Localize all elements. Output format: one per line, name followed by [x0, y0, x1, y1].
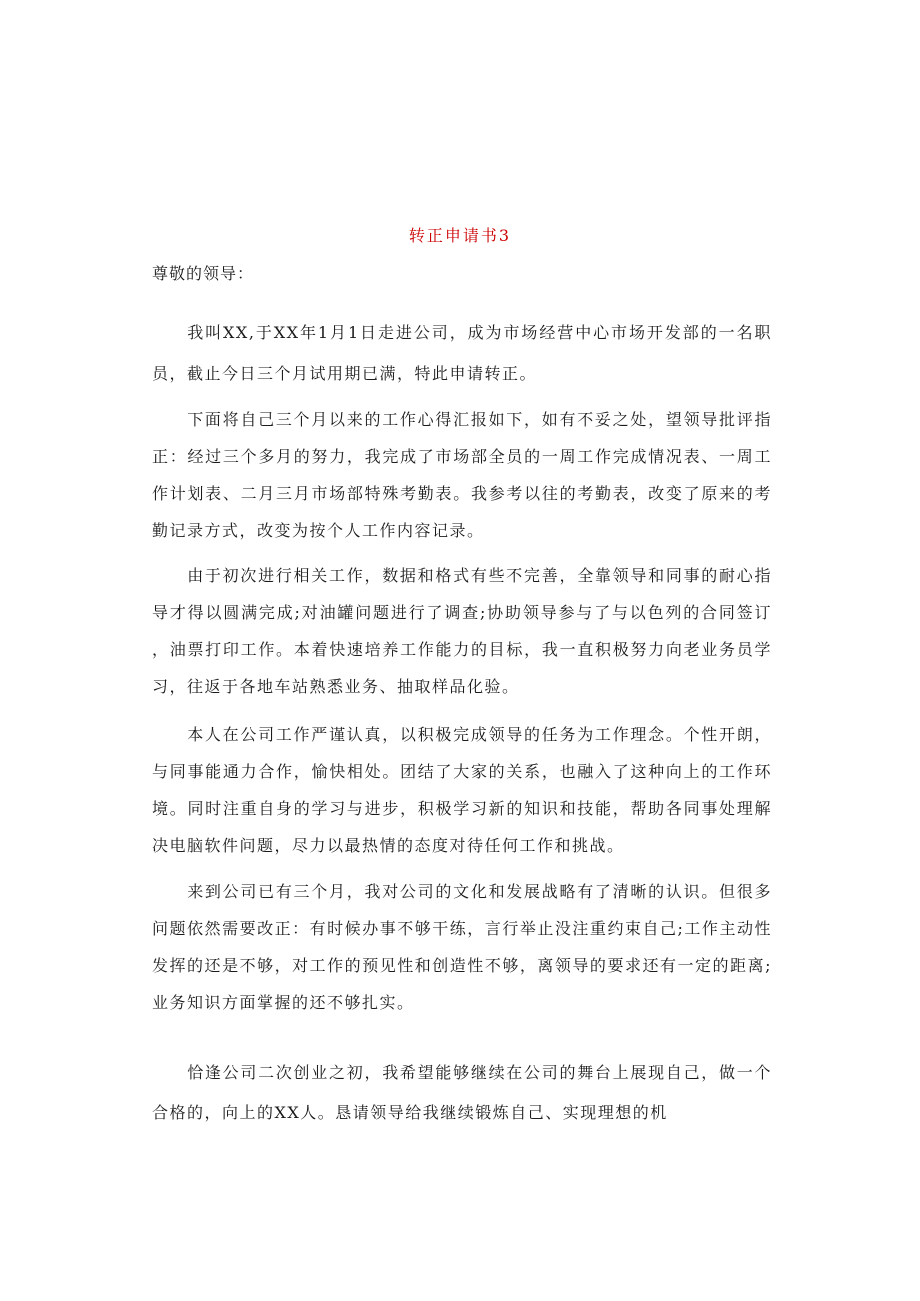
salutation: 尊敬的领导： [152, 264, 255, 283]
paragraph-attitude: 本人在公司工作严谨认真，以积极完成领导的任务为工作理念。个性开朗，与同事能通力合作，愉快相处。团结了大家的关系，也融入了这种向上的工作环境。同时注重自身的学习与进步，积极学习新的知识和技能，帮助各同事处理解决电脑软件问题，尽力以最热情的态度对待任何工作和挑战。 [152, 725, 772, 855]
paragraph-closing: 恰逢公司二次创业之初，我希望能够继续在公司的舞台上展现自己，做一个合格的，向上的XX人。恳请领导给我继续锻炼自己、实现理想的机 [152, 1063, 772, 1122]
paragraph-tasks: 由于初次进行相关工作，数据和格式有些不完善，全靠领导和同事的耐心指导才得以圆满完成;对油罐问题进行了调查;协助领导参与了与以色列的合同签订，油票打印工作。本着快速培养工作能力的目标，我一直积极努力向老业务员学习，往返于各地车站熟悉业务、抽取样品化验。 [152, 566, 772, 696]
paragraph-work-report: 下面将自己三个月以来的工作心得汇报如下，如有不妥之处，望领导批评指正：经过三个多月的努力，我完成了市场部全员的一周工作完成情况表、一周工作计划表、二月三月市场部特殊考勤表。我参考以往的考勤表，改变了原来的考勤记录方式，改变为按个人工作内容记录。 [152, 410, 772, 540]
paragraph-improvements: 来到公司已有三个月，我对公司的文化和发展战略有了清晰的认识。但很多问题依然需要改正：有时候办事不够干练，言行举止没注重约束自己;工作主动性发挥的还是不够，对工作的预见性和创造性不够，离领导的要求还有一定的距离;业务知识方面掌握的还不够扎实。 [152, 882, 772, 1012]
paragraph-intro: 我叫XX,于XX年1月1日走进公司，成为市场经营中心市场开发部的一名职员，截止今日三个月试用期已满，特此申请转正。 [152, 323, 772, 383]
document-title: 转正申请书3 [408, 226, 512, 245]
